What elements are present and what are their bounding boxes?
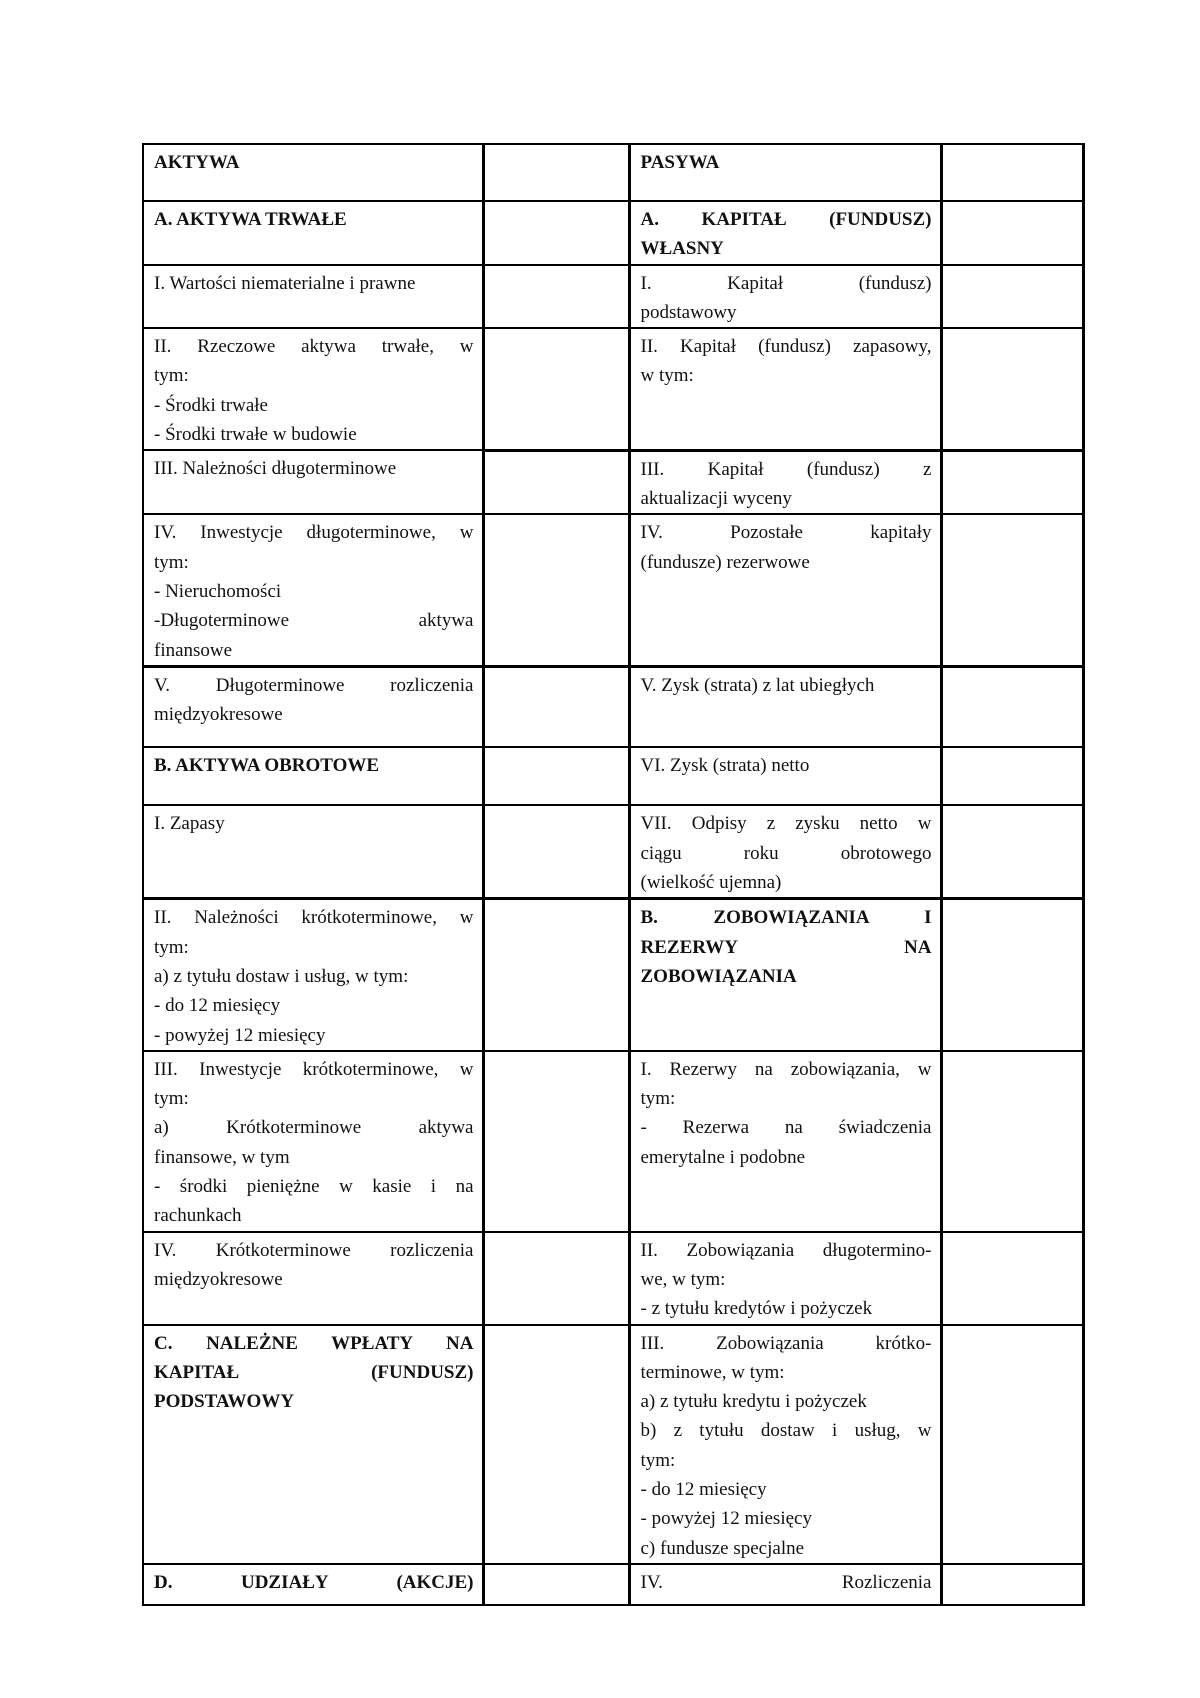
table-row [143,144,1083,201]
table-row [143,201,1083,265]
table-row [143,1232,1083,1325]
assets-value-cell [483,666,629,747]
assets-line: a) z tytułu dostaw i usług, w tym: [154,965,409,987]
assets-line: II. Należności krótkoterminowe, w [154,907,474,929]
assets-cell [143,1325,483,1564]
liabilities-value-cell [941,899,1083,1051]
assets-line: rachunkach [154,1205,242,1227]
assets-line: V. Długoterminowe rozliczenia [154,674,474,696]
liabilities-line: IV. Pozostałe kapitały [640,522,932,544]
liabilities-line: II. Kapitał (fundusz) zapasowy, [640,336,932,358]
liabilities-line: (wielkość ujemna) [640,872,782,894]
assets-line: B. AKTYWA OBROTOWE [154,755,380,777]
assets-line: IV. Krótkoterminowe rozliczenia [154,1239,474,1261]
liabilities-cell [629,328,941,450]
liabilities-line: VII. Odpisy z zysku netto w [640,813,932,835]
liabilities-line: V. Zysk (strata) z lat ubiegłych [640,674,875,696]
assets-cell [143,666,483,747]
liabilities-cell [629,666,941,747]
assets-line: C. NALEŻNE WPŁATY NA [154,1332,474,1354]
liabilities-line: - powyżej 12 miesięcy [640,1508,812,1530]
liabilities-line: III. Zobowiązania krótko- [640,1332,932,1354]
table-row [143,666,1083,747]
liabilities-value-cell [941,747,1083,805]
liabilities-cell [629,1232,941,1325]
liabilities-value-cell [941,514,1083,666]
liabilities-line: - Rezerwa na świadczenia [640,1117,932,1139]
liabilities-line: PASYWA [640,152,720,173]
table-row [143,899,1083,1051]
assets-line: tym: [154,936,189,958]
liabilities-line: w tym: [640,365,694,387]
assets-line: KAPITAŁ (FUNDUSZ) [154,1361,474,1383]
table-row [143,1564,1083,1605]
liabilities-cell [629,265,941,329]
assets-cell [143,805,483,898]
liabilities-cell [629,144,941,201]
liabilities-line: REZERWY NA [640,936,932,958]
liabilities-value-cell [941,201,1083,265]
liabilities-line: tym: [640,1449,676,1471]
liabilities-value-cell [941,1564,1083,1605]
assets-line: tym: [154,365,189,387]
assets-cell [143,328,483,450]
assets-cell [143,514,483,666]
liabilities-line: podstawowy [640,301,737,323]
assets-line: finansowe, w tym [154,1146,290,1168]
assets-line: A. AKTYWA TRWAŁE [154,209,347,230]
assets-cell [143,144,483,201]
assets-line: - Środki trwałe [154,394,268,416]
assets-cell [143,201,483,265]
table-row [143,450,1083,514]
assets-line: III. Należności długoterminowe [154,458,397,480]
assets-value-cell [483,1232,629,1325]
liabilities-line: A. KAPITAŁ (FUNDUSZ) [640,209,932,230]
liabilities-line: IV. Rozliczenia [640,1571,932,1593]
assets-line: PODSTAWOWY [154,1391,295,1413]
assets-line: I. Wartości niematerialne i prawne [154,272,416,294]
liabilities-cell [629,805,941,898]
assets-line: AKTYWA [154,152,240,173]
table-row [143,328,1083,450]
assets-cell [143,747,483,805]
liabilities-value-cell [941,1325,1083,1564]
assets-line: III. Inwestycje krótkoterminowe, w [154,1058,474,1080]
liabilities-line: VI. Zysk (strata) netto [640,755,810,777]
assets-line: -Długoterminowe aktywa [154,610,474,632]
liabilities-line: tym: [640,1088,676,1110]
assets-cell [143,450,483,514]
liabilities-line: emerytalne i podobne [640,1146,806,1168]
liabilities-value-cell [941,328,1083,450]
assets-value-cell [483,747,629,805]
liabilities-value-cell [941,805,1083,898]
liabilities-line: - do 12 miesięcy [640,1478,767,1500]
liabilities-value-cell [941,450,1083,514]
liabilities-cell [629,1051,941,1232]
liabilities-line: b) z tytułu dostaw i usług, w [640,1420,932,1442]
liabilities-cell [629,747,941,805]
liabilities-line: III. Kapitał (fundusz) z [640,458,932,480]
liabilities-line: B. ZOBOWIĄZANIA I [640,907,932,929]
assets-line: II. Rzeczowe aktywa trwałe, w [154,336,474,358]
assets-line: - środki pieniężne w kasie i na [154,1176,474,1198]
assets-value-cell [483,201,629,265]
assets-line: - Nieruchomości [154,581,282,603]
liabilities-line: II. Zobowiązania długotermino- [640,1239,932,1261]
assets-value-cell [483,1564,629,1605]
liabilities-line: I. Kapitał (fundusz) [640,272,932,294]
assets-line: a) Krótkoterminowe aktywa [154,1117,474,1139]
liabilities-cell [629,1564,941,1605]
liabilities-line: - z tytułu kredytów i pożyczek [640,1298,873,1320]
liabilities-line: c) fundusze specjalne [640,1537,805,1559]
table-row [143,805,1083,898]
assets-cell [143,1232,483,1325]
liabilities-value-cell [941,1232,1083,1325]
liabilities-cell [629,514,941,666]
liabilities-line: I. Rezerwy na zobowiązania, w [640,1058,932,1080]
liabilities-line: terminowe, w tym: [640,1361,785,1383]
liabilities-cell [629,1325,941,1564]
assets-cell [143,899,483,1051]
assets-line: IV. Inwestycje długoterminowe, w [154,522,474,544]
liabilities-cell [629,899,941,1051]
balance-sheet-table [142,143,1085,1606]
assets-value-cell [483,805,629,898]
assets-line: finansowe [154,639,233,661]
assets-cell [143,1051,483,1232]
table-row [143,1325,1083,1564]
assets-value-cell [483,265,629,329]
liabilities-line: we, w tym: [640,1268,726,1290]
liabilities-cell [629,201,941,265]
assets-line: tym: [154,1088,189,1110]
liabilities-value-cell [941,265,1083,329]
assets-line: D. UDZIAŁY (AKCJE) [154,1571,474,1593]
assets-line: międzyokresowe [154,1268,283,1290]
assets-line: - do 12 miesięcy [154,995,281,1017]
liabilities-line: WŁASNY [640,238,724,260]
table-row [143,1051,1083,1232]
assets-line: międzyokresowe [154,704,283,726]
assets-cell [143,265,483,329]
assets-line: I. Zapasy [154,813,225,835]
assets-value-cell [483,1325,629,1564]
assets-value-cell [483,450,629,514]
assets-value-cell [483,144,629,201]
liabilities-value-cell [941,144,1083,201]
assets-value-cell [483,899,629,1051]
liabilities-line: a) z tytułu kredytu i pożyczek [640,1391,867,1413]
liabilities-line: ZOBOWIĄZANIA [640,965,797,987]
table-row [143,747,1083,805]
assets-line: - powyżej 12 miesięcy [154,1024,326,1046]
assets-line: tym: [154,551,189,573]
liabilities-line: ciągu roku obrotowego [640,842,932,864]
table-row [143,265,1083,329]
liabilities-line: (fundusze) rezerwowe [640,551,810,573]
assets-value-cell [483,514,629,666]
table-row [143,514,1083,666]
liabilities-value-cell [941,1051,1083,1232]
assets-value-cell [483,328,629,450]
liabilities-value-cell [941,666,1083,747]
assets-cell [143,1564,483,1605]
liabilities-cell [629,450,941,514]
assets-line: - Środki trwałe w budowie [154,424,357,446]
assets-value-cell [483,1051,629,1232]
liabilities-line: aktualizacji wyceny [640,488,792,510]
